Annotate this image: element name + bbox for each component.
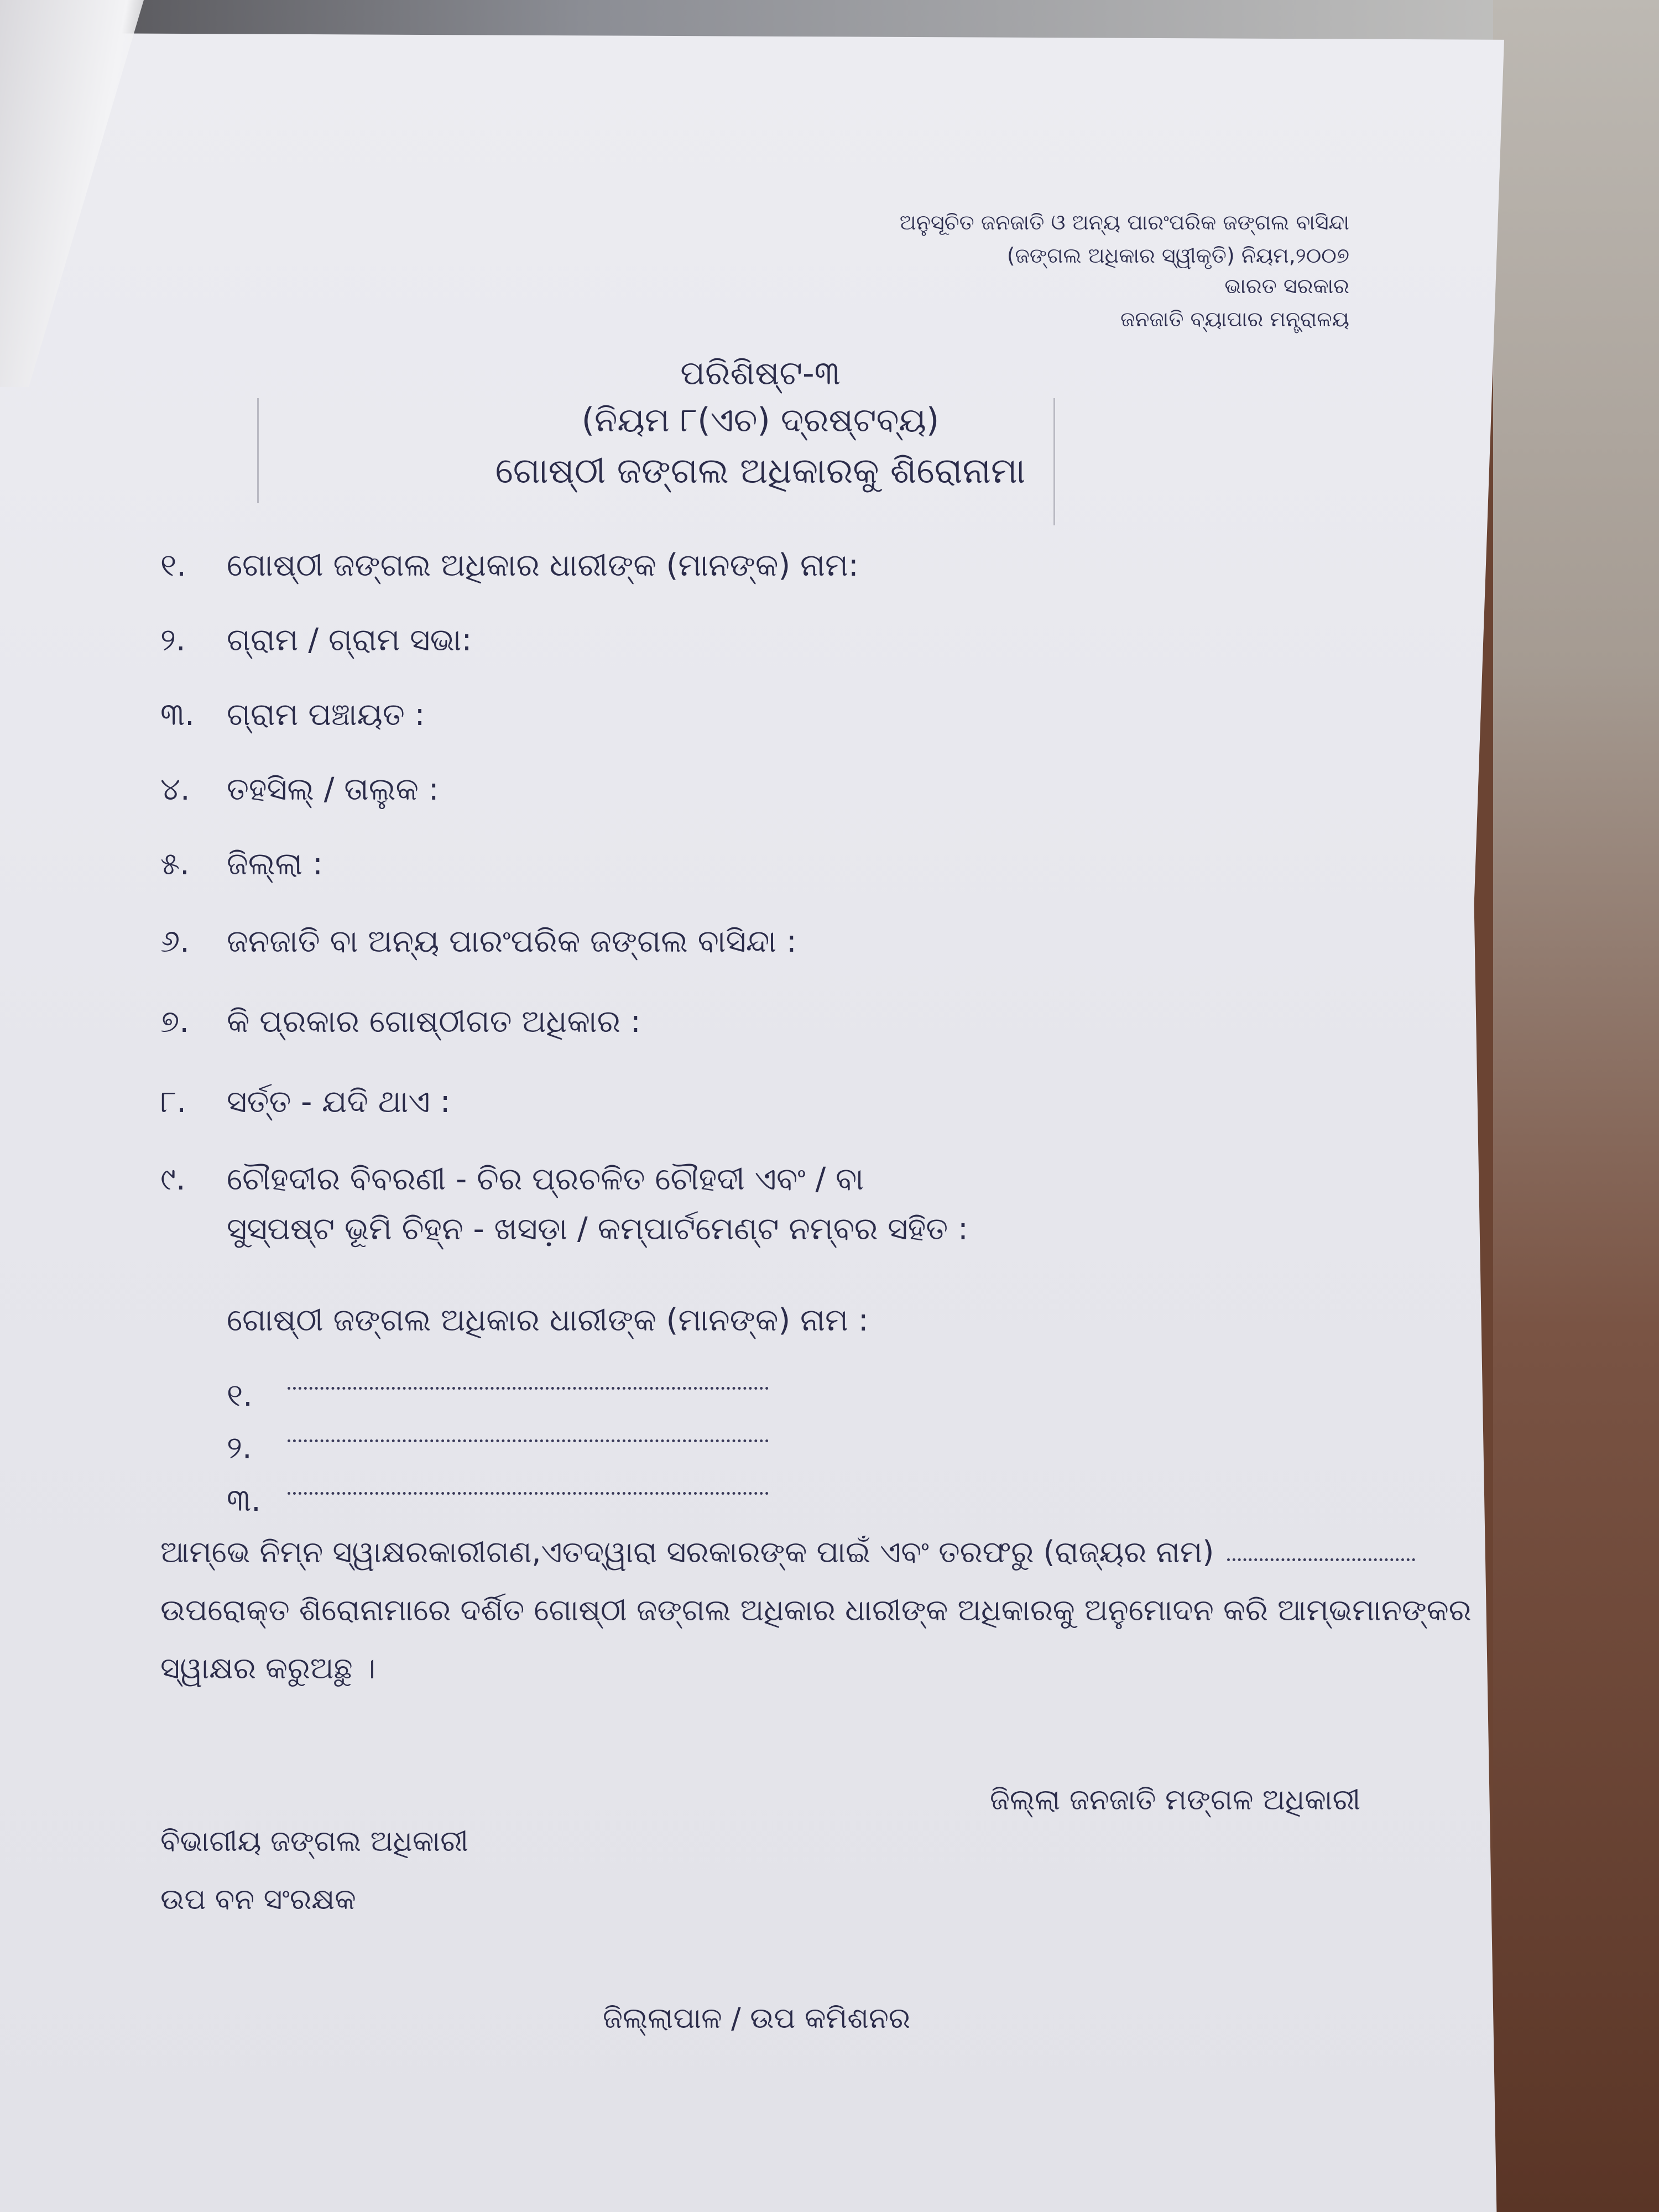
item-label: ଗ୍ରାମ ପଞ୍ଚାୟତ : [227, 697, 425, 733]
signature-collector: ଜିଲ୍ଲାପାଳ / ଉପ କମିଶନର [603, 2002, 911, 2035]
item-label: ତହସିଲ୍ / ତାଲୁକ : [227, 771, 439, 807]
item-number: ୯. [160, 1161, 186, 1197]
item-number: ୬. [160, 924, 190, 959]
holder-name-row [227, 1416, 769, 1466]
holder-names-heading: ଗୋଷ୍ଠୀ ଜଙ୍ଗଲ ଅଧିକାର ଧାରୀଙ୍କ (ମାନଙ୍କ) ନାମ : [227, 1302, 869, 1338]
header-line-2: (ଜଙ୍ଗଲ ଅଧିକାର ସ୍ୱୀକୃତି) ନିୟମ,୨୦୦୭ [1006, 243, 1349, 268]
item-village [160, 622, 472, 659]
holder-name-row [227, 1468, 769, 1519]
background-table [1493, 0, 1659, 2212]
declaration-line-1 [160, 1535, 1415, 1570]
item-rights-type [160, 1004, 641, 1040]
state-name-blank [1227, 1547, 1415, 1561]
item-number: ୪. [160, 771, 190, 807]
holder-name-row [227, 1363, 769, 1413]
item-label: ଗୋଷ୍ଠୀ ଜଙ୍ଗଲ ଅଧିକାର ଧାରୀଙ୍କ (ମାନଙ୍କ) ନାମ: [227, 547, 859, 583]
item-forest-dwellers [160, 924, 797, 960]
item-number: ୫. [160, 846, 190, 882]
item-number: ୭. [160, 1004, 190, 1040]
item-number: ୩. [160, 697, 195, 733]
item-label: ଜିଲ୍ଲା : [227, 846, 323, 882]
item-conditions [160, 1084, 450, 1120]
header-line-1: ଅନୁସୂଚିତ ଜନଜାତି ଓ ଅନ୍ୟ ପାରଂପରିକ ଜଙ୍ଗଲ ବାସିନ୍ଦା [899, 210, 1349, 234]
signature-divisional-forest-officer: ବିଭାଗୀୟ ଜଙ୍ଗଲ ଅଧିକାରୀ [160, 1825, 468, 1858]
item-label: ଜନଜାତି ବା ଅନ୍ୟ ପାରଂପରିକ ଜଙ୍ଗଲ ବାସିନ୍ଦା : [227, 924, 797, 959]
divider-line [1053, 398, 1055, 525]
row-number: ୨. [227, 1430, 252, 1466]
item-number: ୧. [160, 547, 186, 583]
item-tehsil [160, 771, 439, 808]
rule-reference: (ନିୟମ ୮(ଏଚ) ଦ୍ରଷ୍ଟବ୍ୟ) [581, 401, 940, 440]
item-label: ଗ୍ରାମ / ଗ୍ରାମ ସଭା: [227, 622, 472, 658]
blank-line [288, 1428, 769, 1442]
item-boundary [160, 1161, 864, 1198]
item-label: କି ପ୍ରକାର ଗୋଷ୍ଠୀଗତ ଅଧିକାର : [227, 1004, 641, 1040]
signature-deputy-conservator: ଉପ ବନ ସଂରକ୍ଷକ [160, 1883, 356, 1916]
item-label: ଚୌହଦୀର ବିବରଣୀ - ଚିର ପ୍ରଚଳିତ ଚୌହଦୀ ଏବଂ / ବା [227, 1161, 864, 1197]
blank-line [288, 1376, 769, 1390]
annexure-title: ପରିଶିଷ୍ଟ-୩ [680, 354, 841, 393]
row-number: ୩. [227, 1482, 261, 1519]
signature-district-tribal-officer: ଜିଲ୍ଲା ଜନଜାତି ମଙ୍ଗଳ ଅଧିକାରୀ [990, 1783, 1361, 1817]
item-boundary-continued: ସୁସ୍ପଷ୍ଟ ଭୂମି ଚିହ୍ନ - ଖସଡ଼ା / କମ୍ପାର୍ଟମେଣ୍ଟ ନମ୍ବର ସହିତ : [227, 1211, 968, 1247]
page-title: ଗୋଷ୍ଠୀ ଜଙ୍ଗଲ ଅଧିକାରକୁ ଶିରୋନାମା [495, 451, 1026, 492]
item-holder-names [160, 547, 859, 584]
header-line-3: ଭାରତ ସରକାର [1224, 274, 1349, 298]
declaration-text: ଆମ୍ଭେ ନିମ୍ନ ସ୍ୱାକ୍ଷରକାରୀଗଣ,ଏତଦ୍ୱାରା ସରକାରଙ୍କ ପାଇଁ ଏବଂ ତରଫରୁ (ରାଜ୍ୟର ନାମ) [160, 1535, 1214, 1569]
row-number: ୧. [227, 1377, 253, 1413]
header-line-4: ଜନଜାତି ବ୍ୟାପାର ମନ୍ତ୍ରାଳୟ [1120, 307, 1349, 331]
item-panchayat [160, 697, 425, 733]
item-number: ୮. [160, 1084, 187, 1120]
item-number: ୨. [160, 622, 186, 658]
divider-line [257, 398, 259, 503]
item-label: ସର୍ତ୍ତ - ଯଦି ଥାଏ : [227, 1084, 451, 1120]
declaration-line-2: ଉପରୋକ୍ତ ଶିରୋନାମାରେ ଦର୍ଶିତ ଗୋଷ୍ଠୀ ଜଙ୍ଗଲ ଅଧିକାର ଧାରୀଙ୍କ ଅଧିକାରକୁ ଅନୁମୋଦନ କରି ଆମ୍ଭମାନଙ୍କର [160, 1593, 1472, 1627]
item-district [160, 846, 323, 883]
declaration-line-3: ସ୍ୱାକ୍ଷର କରୁଅଛୁ । [160, 1651, 376, 1686]
blank-line [288, 1481, 769, 1495]
